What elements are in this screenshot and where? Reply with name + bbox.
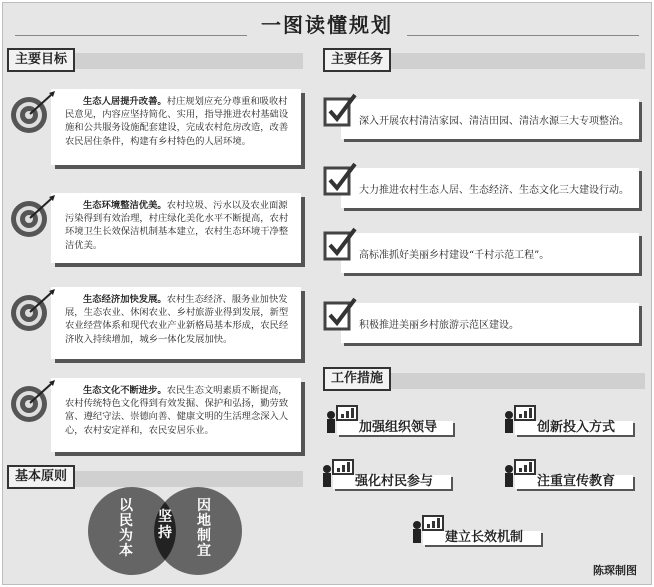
presenter-chart-icon	[321, 459, 355, 489]
goal-body-2: 农村垃圾、污水以及农业面源污染得到有效治理，村庄绿化美化水平不断提高，农村环境卫生长效保洁机制基本建立，农村生态环境干净整洁优美。	[65, 200, 289, 251]
measure-item-4	[503, 459, 635, 489]
page-title: 一图读懂规划	[261, 13, 393, 37]
goal-text-3	[51, 287, 301, 359]
task-item-2	[323, 168, 643, 210]
measures-section-label: 工作措施	[323, 367, 391, 391]
task-text-2: 大力推进农村生态人居、生态经济、生态文化三大建设行动。	[341, 168, 639, 208]
presenter-chart-icon	[325, 405, 359, 435]
task-text-1: 深入开展农村清洁家园、清洁田园、清洁水源三大专项整治。	[341, 99, 639, 139]
target-icon	[9, 91, 57, 135]
measure-item-2	[503, 405, 635, 435]
checkbox-check-icon	[323, 93, 357, 129]
goal-text-2	[51, 193, 301, 263]
title-rule-left	[15, 35, 247, 36]
task-text-4: 积极推进美丽乡村旅游示范区建设。	[341, 303, 639, 343]
measure-text-4: 注重宣传教育	[537, 474, 616, 489]
goal-heading-4: 生态文化不断进步。	[83, 385, 167, 396]
measure-text-5: 建立长效机制	[445, 530, 524, 545]
measure-item-1	[325, 405, 455, 435]
measure-text-2: 创新投入方式	[537, 420, 616, 435]
goal-text-1	[51, 89, 301, 165]
checkbox-check-icon	[323, 162, 357, 198]
measure-item-3	[321, 459, 453, 489]
principle-left: 以民为本	[119, 498, 133, 559]
tasks-section-label: 主要任务	[323, 48, 391, 72]
title-rule-right	[407, 35, 639, 36]
measure-text-3: 强化村民参与	[355, 474, 434, 489]
checkbox-check-icon	[323, 227, 357, 263]
presenter-chart-icon	[411, 515, 445, 545]
checkbox-check-icon	[323, 297, 357, 333]
task-item-1	[323, 99, 643, 141]
credit-label: 陈琛制图	[593, 564, 637, 577]
target-icon	[9, 195, 57, 239]
principles-section-label: 基本原则	[7, 465, 75, 489]
presenter-chart-icon	[503, 459, 537, 489]
target-icon	[9, 289, 57, 333]
goal-body-3: 农村生态经济、服务业加快发展，生态农业、休闲农业、乡村旅游业得到发展，新型农业经营体系和现代农业产业新格局基本形成，农民经济收入持续增加，城乡一体化发展加快。	[65, 294, 289, 345]
infographic-frame	[2, 2, 652, 585]
goal-text-4	[51, 378, 301, 452]
goal-body-4: 农民生态文明素质不断提高，农村传统特色文化得到有效发掘、保护和弘扬，勤劳致富、遵纪守法、崇德向善、健康文明的生活理念深入人心，农村安定祥和，农民安居乐业。	[65, 385, 289, 436]
goal-card-4	[9, 378, 305, 454]
goal-card-1	[9, 89, 305, 167]
presenter-chart-icon	[503, 405, 537, 435]
goal-card-2	[9, 193, 305, 265]
task-item-3	[323, 233, 643, 275]
goal-card-3	[9, 287, 305, 361]
principle-center: 坚持	[158, 509, 172, 541]
goal-body-1: 村庄规划应充分尊重和吸收村民意见，内容应坚持简化、实用，指导推进农村基础设施和公共服务设施配套建设，完成农村危房改造，改善农民居住条件，构建有乡村特色的人居环境。	[65, 96, 289, 147]
measure-item-5	[411, 515, 543, 545]
goal-heading-1: 生态人居提升改善。	[83, 96, 167, 107]
goal-heading-2: 生态环境整洁优美。	[83, 200, 167, 211]
goal-heading-3: 生态经济加快发展。	[83, 294, 167, 305]
principle-right: 因地制宜	[197, 498, 211, 559]
target-icon	[9, 380, 57, 424]
task-item-4	[323, 303, 643, 345]
goals-section-label: 主要目标	[7, 48, 75, 72]
measure-text-1: 加强组织领导	[359, 420, 438, 435]
task-text-3: 高标准抓好美丽乡村建设“千村示范工程”。	[341, 233, 639, 273]
